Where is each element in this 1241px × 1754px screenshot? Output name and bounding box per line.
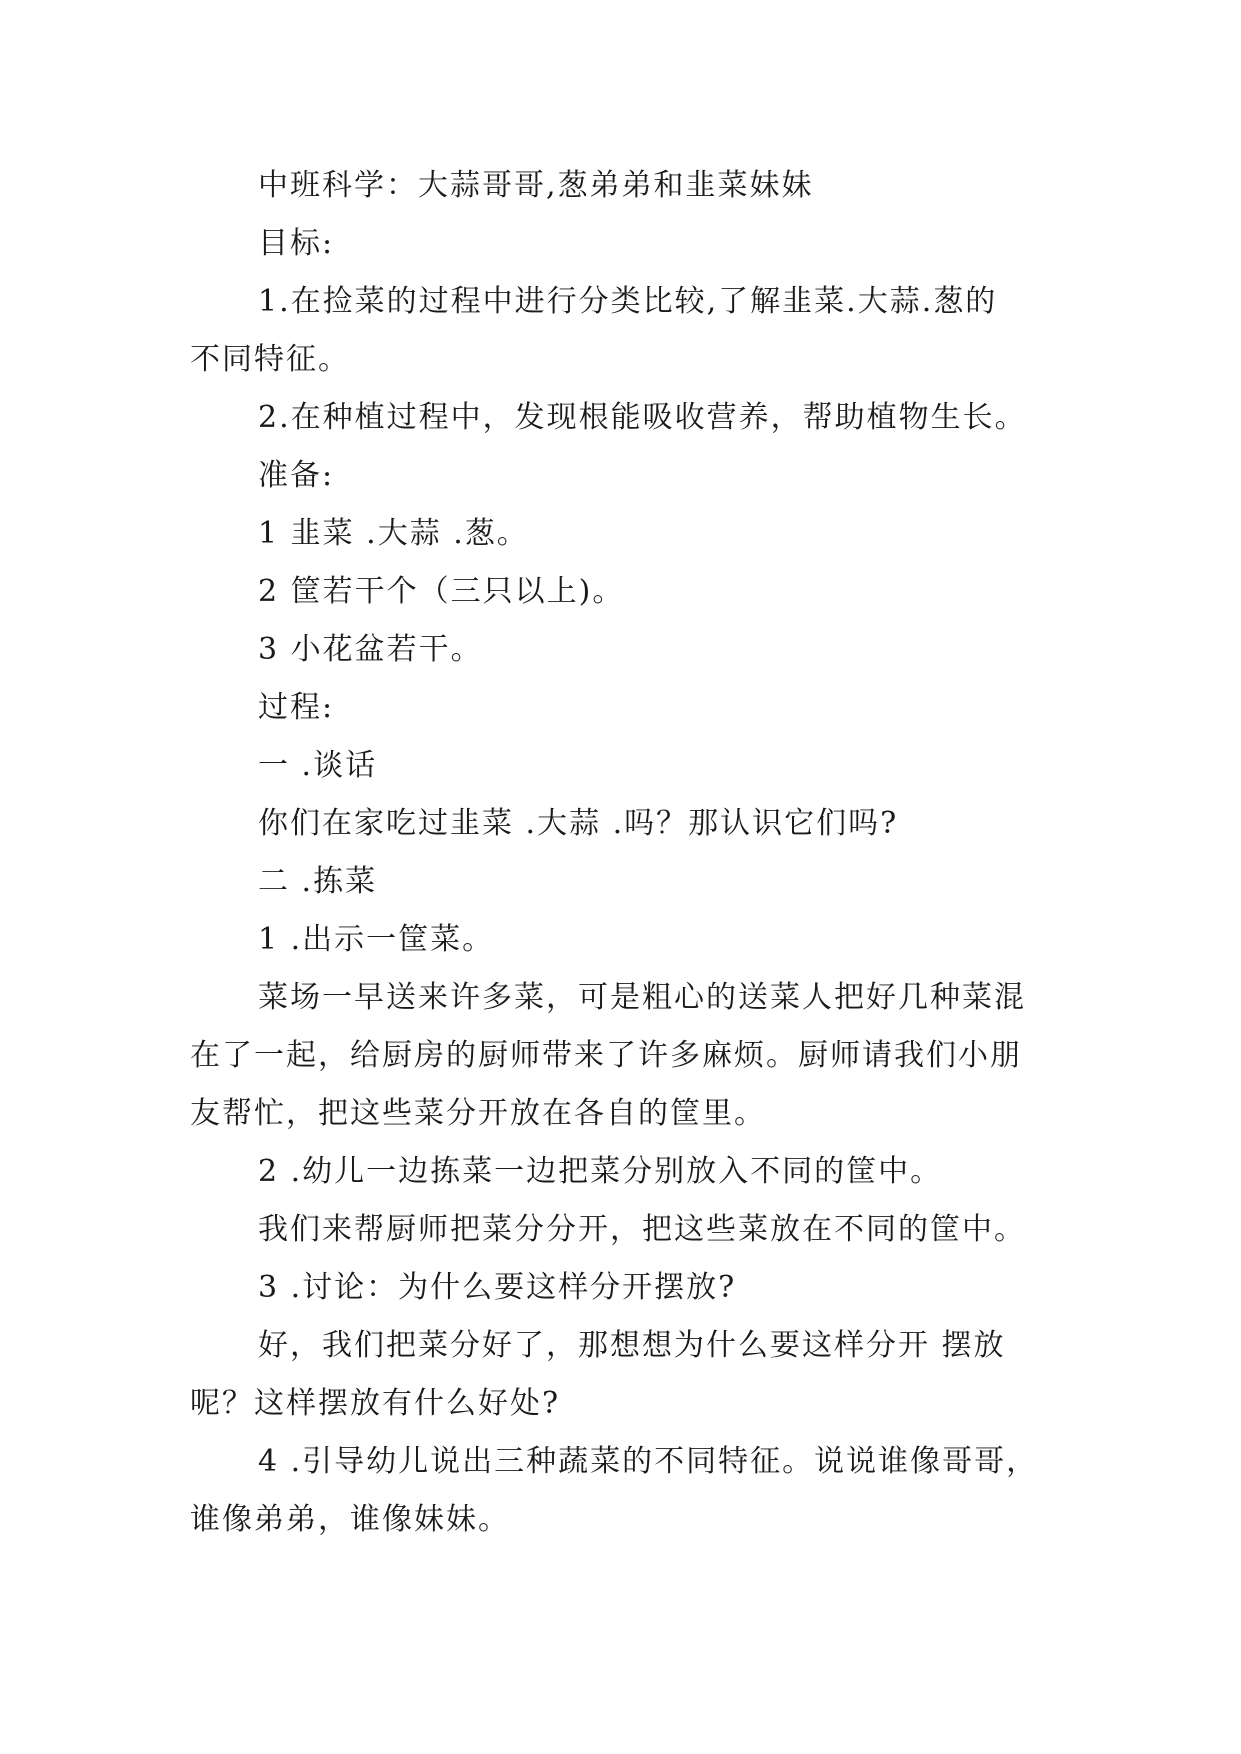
goal-2: 2.在种植过程中，发现根能吸收营养，帮助植物生长。 [258,400,1027,435]
document-title: 中班科学：大蒜哥哥,葱弟弟和韭菜妹妹 [258,168,814,203]
step-2-2: 2 .幼儿一边拣菜一边把菜分别放入不同的筐中。 [258,1154,943,1189]
prep-item-2: 2 筐若干个（三只以上)。 [258,574,625,609]
goal-1-line-2: 不同特征。 [190,342,350,377]
step-2-3-text-line-2: 呢？这样摆放有什么好处? [190,1386,561,1421]
step-2-4-line-2: 谁像弟弟，谁像妹妹。 [190,1502,510,1537]
step-2-3: 3 .讨论：为什么要这样分开摆放? [258,1270,737,1305]
step-2-heading: 二 .拣菜 [258,864,378,899]
step-1-heading: 一 .谈话 [258,748,378,783]
prep-heading: 准备: [258,458,335,493]
step-2-1-text-line-3: 友帮忙，把这些菜分开放在各自的筐里。 [190,1096,766,1131]
prep-item-3: 3 小花盆若干。 [258,632,483,667]
step-1-text: 你们在家吃过韭菜 .大蒜 .吗？那认识它们吗? [258,806,899,841]
step-2-1: 1 .出示一筐菜。 [258,922,495,957]
step-2-3-text-line-1: 好，我们把菜分好了，那想想为什么要这样分开 摆放 [258,1328,1006,1363]
goal-1-line-1: 1.在捡菜的过程中进行分类比较,了解韭菜.大蒜.葱的 [258,284,998,319]
step-2-4-line-1: 4 .引导幼儿说出三种蔬菜的不同特征。说说谁像哥哥， [258,1444,1039,1479]
process-heading: 过程: [258,690,335,725]
step-2-2-text: 我们来帮厨师把菜分分开，把这些菜放在不同的筐中。 [258,1212,1026,1247]
step-2-1-text-line-2: 在了一起，给厨房的厨师带来了许多麻烦。厨师请我们小朋 [190,1038,1022,1073]
step-2-1-text-line-1: 菜场一早送来许多菜，可是粗心的送菜人把好几种菜混 [258,980,1026,1015]
goal-heading: 目标: [258,226,335,261]
prep-item-1: 1 韭菜 .大蒜 .葱。 [258,516,529,551]
